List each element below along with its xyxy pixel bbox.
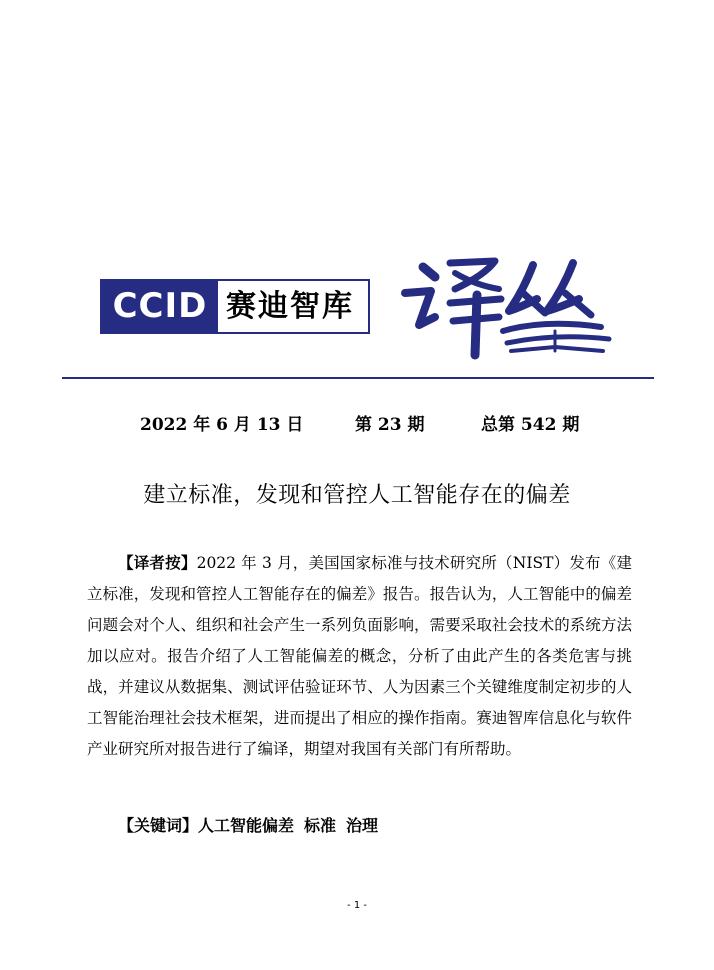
logo-box — [100, 279, 370, 334]
series-title-calligraphy — [395, 255, 625, 365]
issue-info — [0, 410, 714, 434]
issue-total: 总第 542 期 — [481, 415, 580, 435]
translator-note-text: 2022 年 3 月，美国国家标准与技术研究所（NIST）发布《建立标准，发现和管控人工智能存在的偏差》报告。报告认为，人工智能中的偏差问题会对个人、组织和社会产生一系列负面影响，需要采取社会技术的系统方法加以应对。报告介绍了人工智能偏差的概念，分析了由此产生的各类危害与挑战，并建议从数据集、测试评估验证环节、人为因素三个关键维度制定初步的人工智能治理社会技术框架，进而提出了相应的操作指南。赛迪智库信息化与软件产业研究所对报告进行了编译，期望对我国有关部门有所帮助。 — [87, 554, 632, 758]
keyword-term: 治理 — [346, 816, 379, 835]
keyword-term: 标准 — [304, 816, 337, 835]
keywords-label: 【关键词】 — [118, 816, 199, 835]
issue-date: 2022 年 6 月 13 日 — [140, 415, 304, 435]
keyword-term: 人工智能偏差 — [198, 816, 295, 835]
header-rule — [62, 377, 654, 379]
translator-note — [87, 548, 632, 765]
translator-note-lead — [87, 554, 197, 572]
keywords — [118, 813, 388, 836]
logo-mark: CCID — [102, 281, 218, 332]
document-title: 建立标准，发现和管控人工智能存在的偏差 — [143, 483, 571, 508]
logo-name: 赛迪智库 — [226, 289, 354, 324]
translator-note-tag: 【译者按】 — [118, 554, 197, 572]
issue-number: 第 23 期 — [355, 415, 425, 435]
page-number: - 1 - — [347, 900, 367, 911]
